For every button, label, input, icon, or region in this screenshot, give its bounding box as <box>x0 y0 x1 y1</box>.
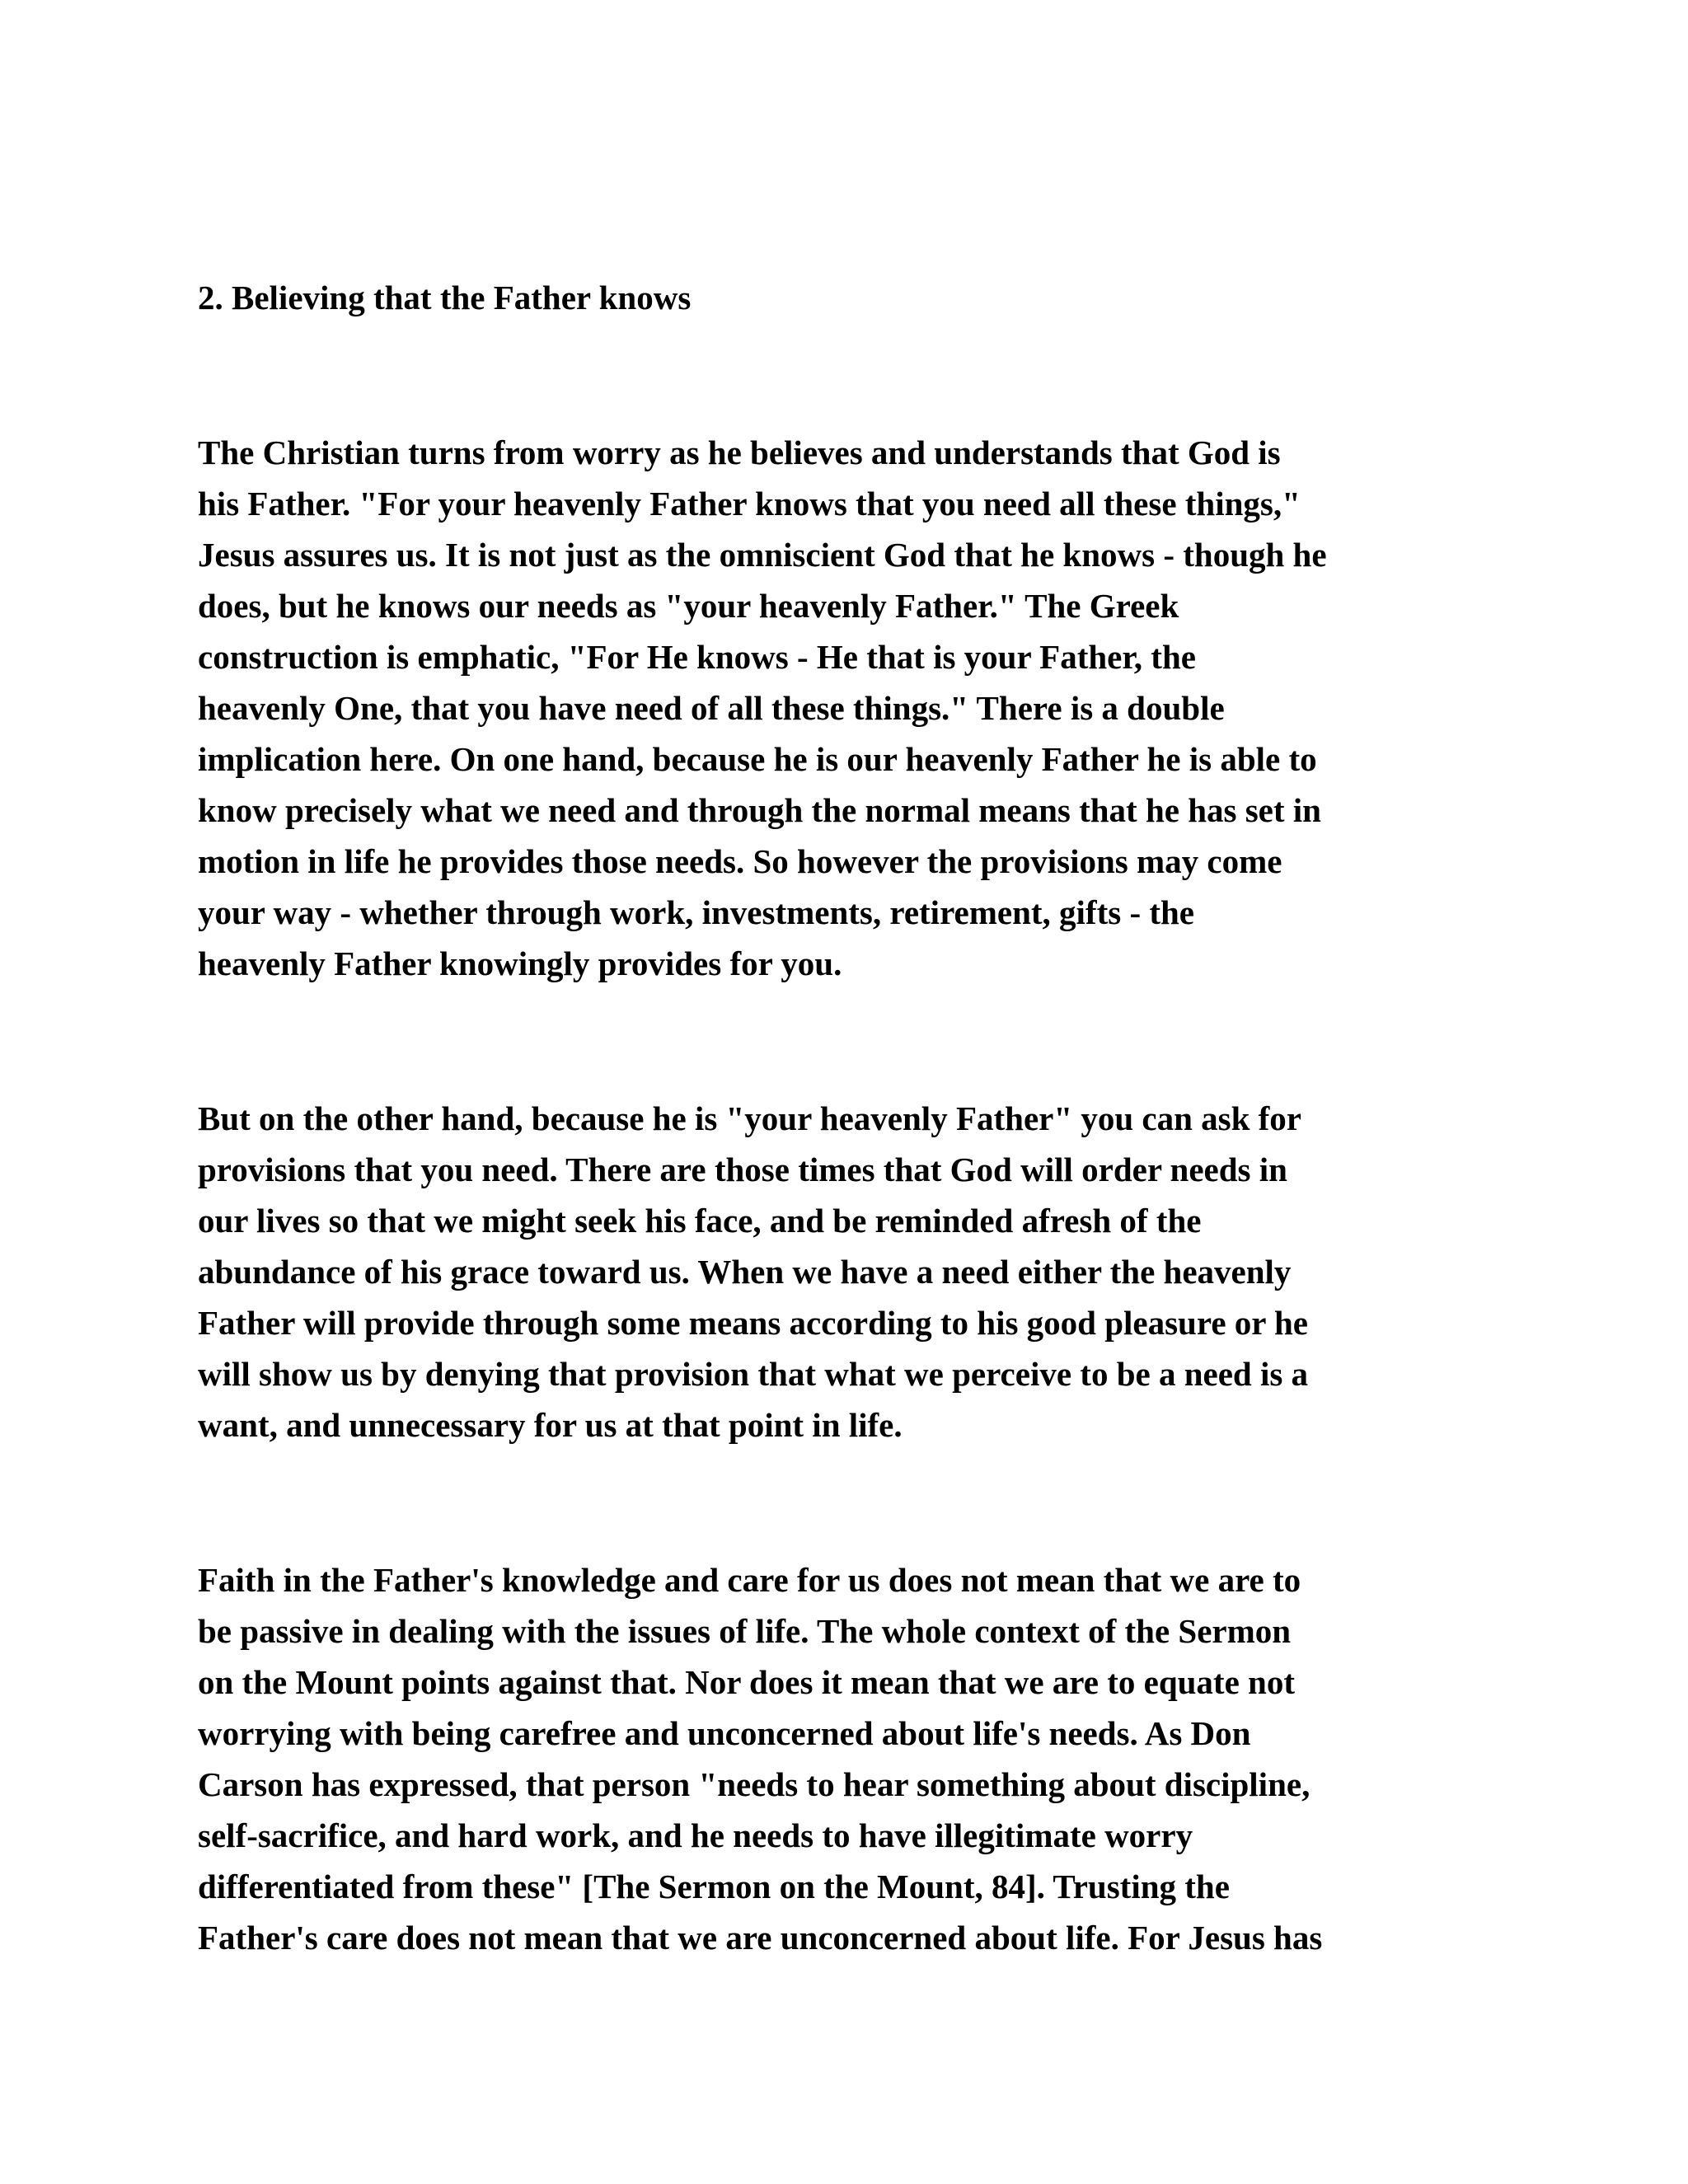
text-line: worrying with being carefree and unconcerned about life's needs. As Don <box>198 1714 1251 1752</box>
text-line: motion in life he provides those needs. So however the provisions may come <box>198 842 1282 880</box>
paragraph-1 <box>198 427 1500 989</box>
text-line: heavenly Father knowingly provides for you. <box>198 944 842 982</box>
text-line: self-sacrifice, and hard work, and he needs to have illegitimate worry <box>198 1816 1193 1854</box>
text-line: The Christian turns from worry as he believes and understands that God is <box>198 434 1281 471</box>
text-line: want, and unnecessary for us at that point in life. <box>198 1406 903 1444</box>
text-line: will show us by denying that provision that what we perceive to be a need is a <box>198 1355 1309 1393</box>
text-line: Jesus assures us. It is not just as the omniscient God that he knows - though he <box>198 536 1327 574</box>
text-line: abundance of his grace toward us. When we have a need either the heavenly <box>198 1253 1292 1291</box>
text-line: Faith in the Father's knowledge and care for us does not mean that we are to <box>198 1561 1301 1599</box>
text-line: provisions that you need. There are those times that God will order needs in <box>198 1151 1287 1188</box>
paragraph-3 <box>198 1554 1500 1963</box>
text-line: construction is emphatic, "For He knows - He that is your Father, the <box>198 638 1196 676</box>
text-line: know precisely what we need and through the normal means that he has set in <box>198 791 1321 829</box>
text-line: be passive in dealing with the issues of life. The whole context of the Sermon <box>198 1612 1292 1650</box>
text-line: implication here. On one hand, because he is our heavenly Father he is able to <box>198 740 1317 778</box>
paragraph-2 <box>198 1093 1500 1451</box>
text-line: your way - whether through work, investments, retirement, gifts - the <box>198 893 1194 931</box>
text-line: our lives so that we might seek his face, and be reminded afresh of the <box>198 1202 1202 1240</box>
document-body <box>198 272 1500 2067</box>
text-line: Father will provide through some means according to his good pleasure or he <box>198 1304 1308 1342</box>
text-line: But on the other hand, because he is "your heavenly Father" you can ask for <box>198 1099 1302 1137</box>
text-line: on the Mount points against that. Nor does it mean that we are to equate not <box>198 1663 1295 1701</box>
text-line: Father's care does not mean that we are unconcerned about life. For Jesus has <box>198 1919 1323 1957</box>
text-line: his Father. "For your heavenly Father knows that you need all these things," <box>198 485 1301 523</box>
text-line: does, but he knows our needs as "your heavenly Father." The Greek <box>198 587 1179 625</box>
text-line: differentiated from these" [The Sermon on the Mount, 84]. Trusting the <box>198 1868 1230 1905</box>
text-line: heavenly One, that you have need of all these things." There is a double <box>198 689 1225 727</box>
section-heading: 2. Believing that the Father knows <box>198 279 692 316</box>
text-line: Carson has expressed, that person "needs to hear something about discipline, <box>198 1765 1311 1803</box>
